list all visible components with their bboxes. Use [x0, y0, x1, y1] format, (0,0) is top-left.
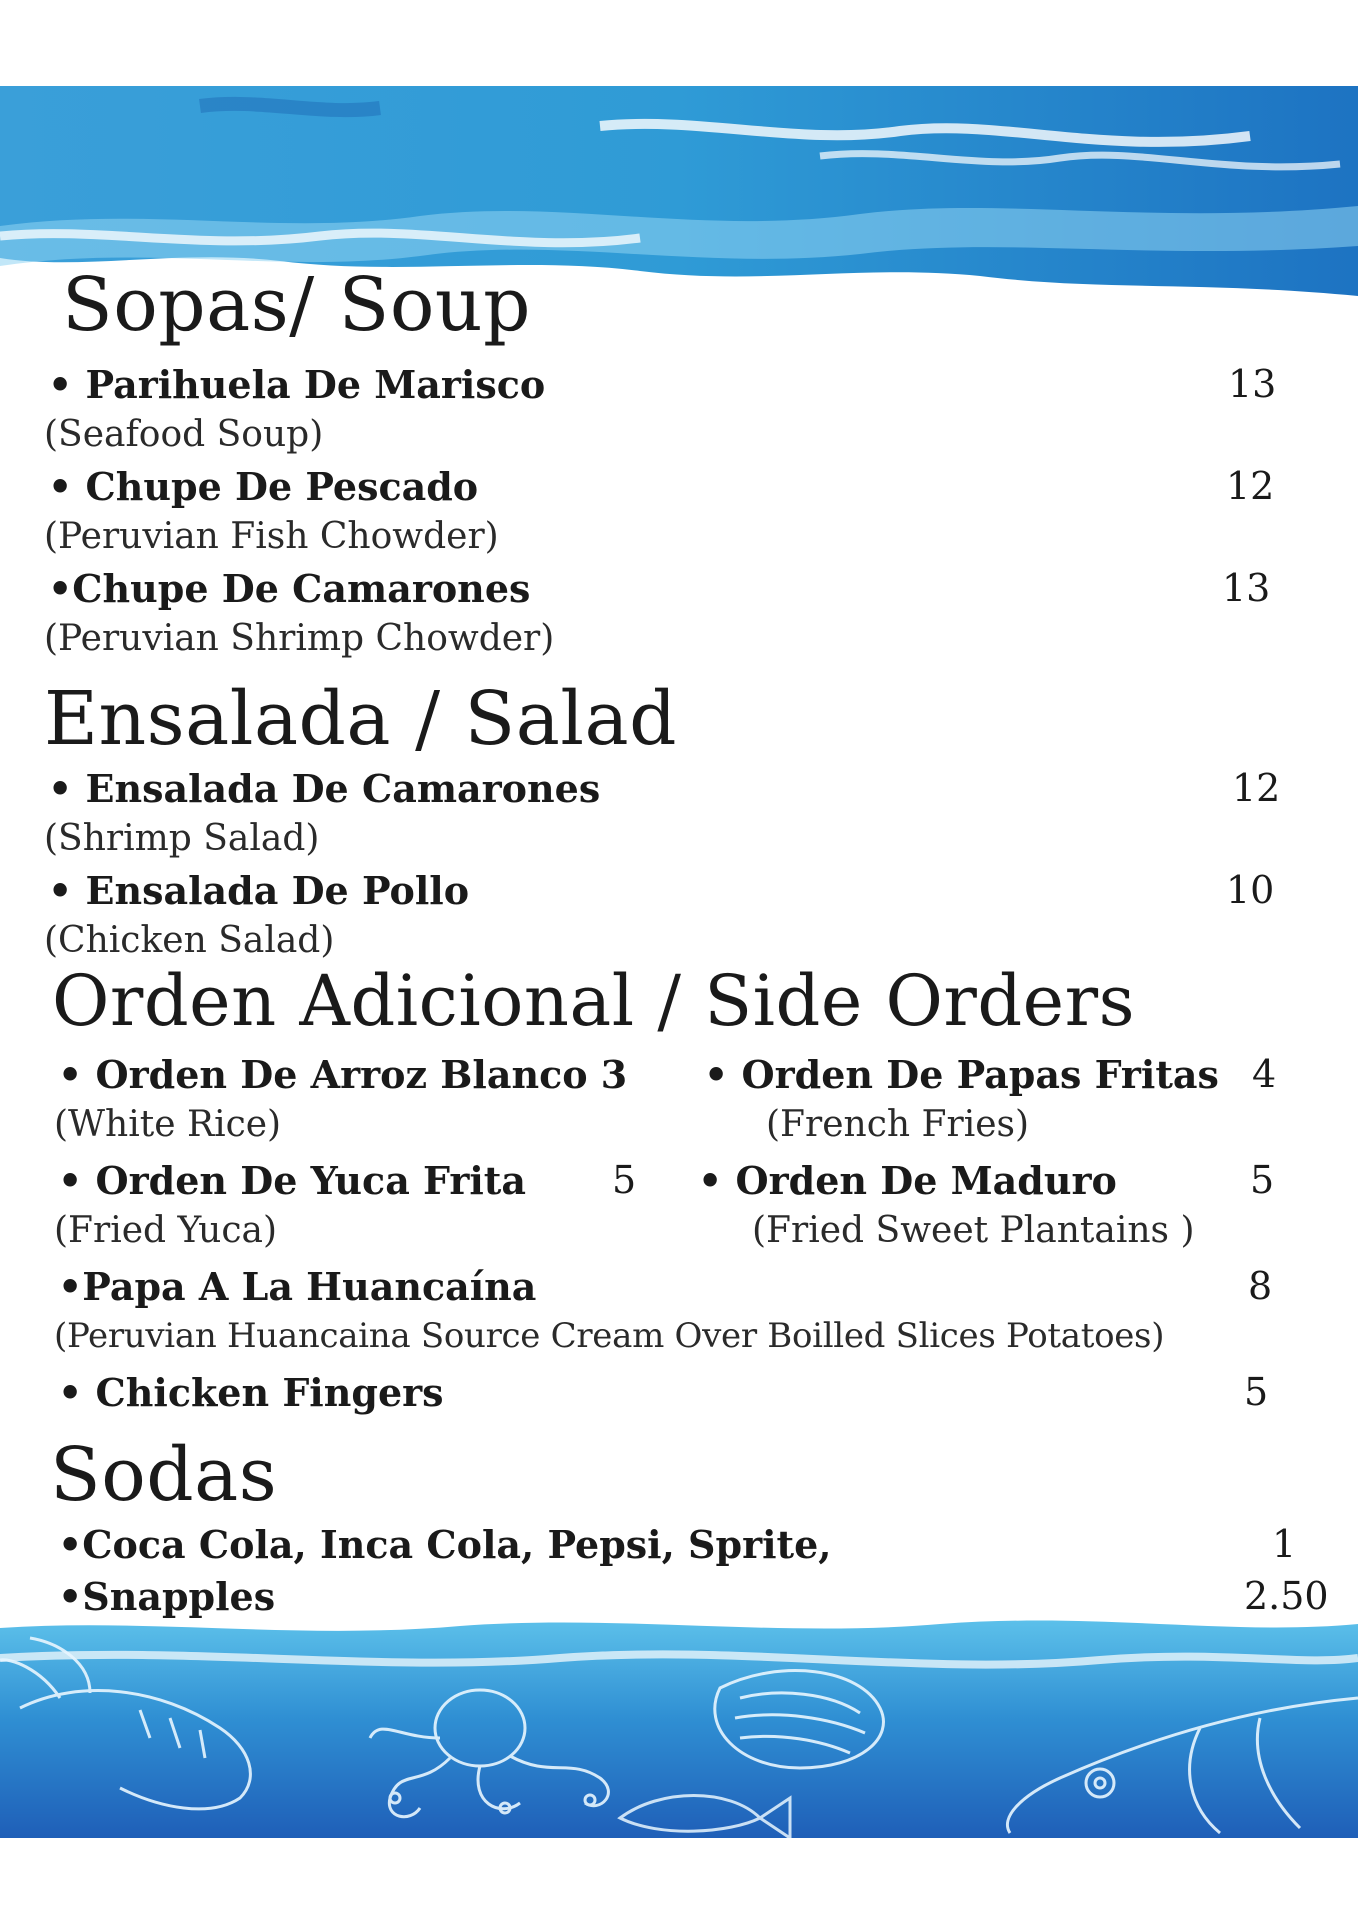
menu-item-name: • Orden De Papas Fritas	[704, 1052, 1219, 1097]
menu-item-price: 2.50	[1244, 1574, 1329, 1618]
menu-item-name: •Papa A La Huancaína	[58, 1264, 537, 1309]
section-title-side-orders: Orden Adicional / Side Orders	[52, 960, 1135, 1042]
menu-item-price: 13	[1222, 566, 1271, 610]
menu-item-name: •Snapples	[58, 1574, 276, 1619]
section-title-soup: Sopas/ Soup	[62, 262, 531, 348]
menu-item-price: 5	[1244, 1370, 1269, 1414]
menu-item-price: 13	[1228, 362, 1277, 406]
menu-item-name: • Ensalada De Camarones	[48, 766, 601, 811]
menu-item-price: 12	[1226, 464, 1275, 508]
menu-item-price: 5	[612, 1158, 637, 1202]
sea-creatures-icon	[0, 1618, 1358, 1838]
menu-item-name: • Orden De Maduro	[698, 1158, 1117, 1203]
menu-item-name: •Coca Cola, Inca Cola, Pepsi, Sprite,	[58, 1522, 832, 1567]
menu-item-name: • Chicken Fingers	[58, 1370, 444, 1415]
menu-item-price: 1	[1272, 1522, 1297, 1566]
menu-item-price: 8	[1248, 1264, 1273, 1308]
menu-item-description: (Peruvian Shrimp Chowder)	[44, 618, 555, 659]
menu-item-description: (Chicken Salad)	[44, 920, 335, 961]
menu-item-name: • Parihuela De Marisco	[48, 362, 546, 407]
menu-item-price: 12	[1232, 766, 1281, 810]
menu-item-description: (Peruvian Fish Chowder)	[44, 516, 499, 557]
section-title-sodas: Sodas	[50, 1432, 278, 1518]
menu-item-description: (French Fries)	[766, 1104, 1030, 1145]
menu-item-description: (Fried Sweet Plantains )	[752, 1210, 1195, 1251]
menu-item-name: • Ensalada De Pollo	[48, 868, 470, 913]
menu-item-price: 4	[1252, 1052, 1277, 1096]
menu-item-description: (Fried Yuca)	[54, 1210, 278, 1251]
menu-item-description: (Peruvian Huancaina Source Cream Over Boilled Slices Potatoes)	[54, 1316, 1165, 1356]
menu-item-name: •Chupe De Camarones	[48, 566, 531, 611]
menu-item-price: 10	[1226, 868, 1275, 912]
menu-item-name: • Orden De Yuca Frita	[58, 1158, 526, 1203]
menu-item-description: (Seafood Soup)	[44, 414, 324, 455]
section-title-salad: Ensalada / Salad	[44, 676, 677, 762]
menu-item-price: 5	[1250, 1158, 1275, 1202]
menu-item-name: • Chupe De Pescado	[48, 464, 479, 509]
menu-item-description: (Shrimp Salad)	[44, 818, 320, 859]
menu-item-description: (White Rice)	[54, 1104, 282, 1145]
menu-item-name: • Orden De Arroz Blanco 3	[58, 1052, 628, 1097]
